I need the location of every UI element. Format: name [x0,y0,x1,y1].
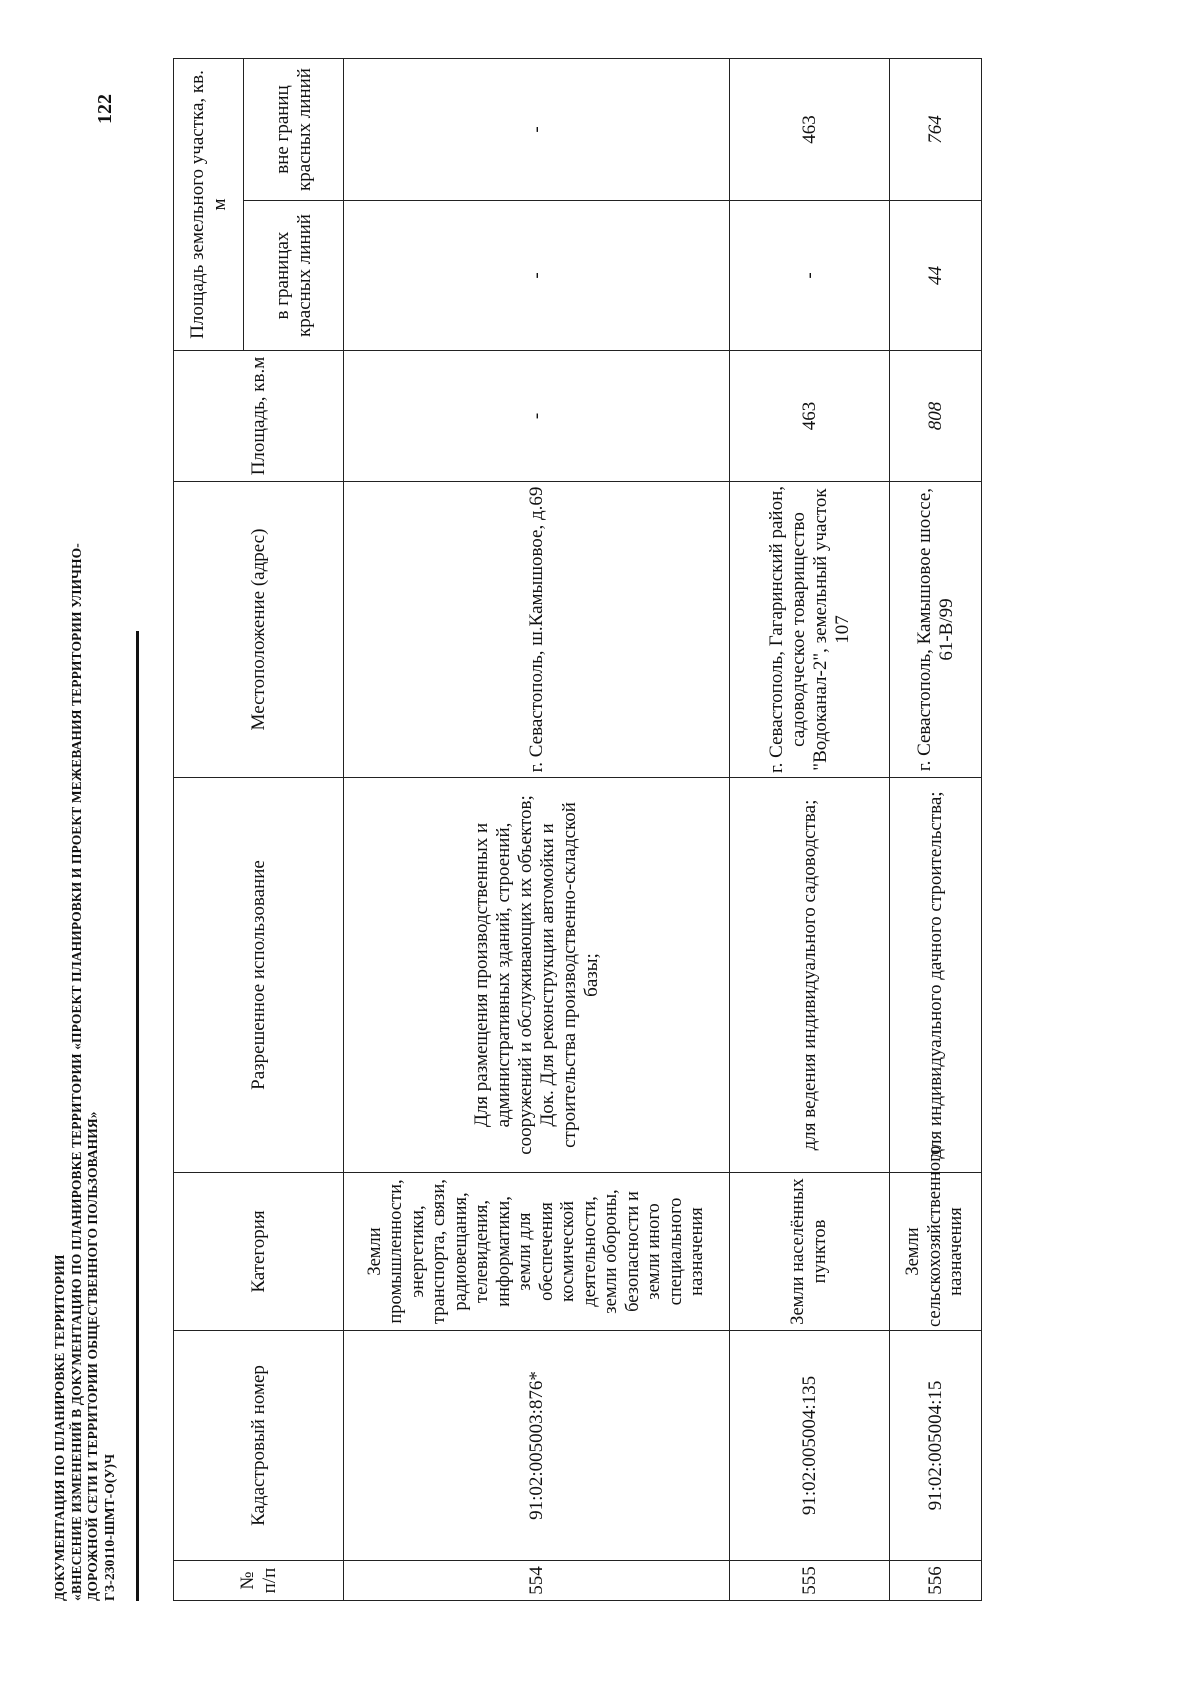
cell-num: 555 [730,1561,890,1601]
table-row [730,59,890,1601]
header-inside-red-lines: в границах красных линий [244,201,344,351]
page-number: 122 [94,94,116,124]
header-area: Площадь, кв.м [174,351,344,482]
header-category: Категория [174,1173,344,1331]
header-location: Местоположение (адрес) [174,482,344,778]
cell-cadastral: 91:02:005003:876* [344,1331,730,1561]
cell-location: г. Севастополь, ш.Камышовое, д.69 [344,482,730,778]
cell-area: 808 [890,351,982,482]
table-row [344,59,730,1601]
header-underline [136,631,139,1601]
cell-category: Земли сельскохозяйственного назначения [890,1173,982,1331]
cell-cadastral: 91:02:005004:135 [730,1331,890,1561]
header-line-1: ДОКУМЕНТАЦИЯ ПО ПЛАНИРОВКЕ ТЕРРИТОРИИ [52,1254,67,1601]
cell-inside: - [730,201,890,351]
table-header-row [174,59,244,1601]
cell-area: 463 [730,351,890,482]
cell-location: г. Севастополь, Гагаринский район, садоводческое товарищество "Водоканал-2", земельный участок 107 [730,482,890,778]
header-plot-area-group: Площадь земельного участка, кв. м [174,59,244,351]
cell-category: Земли промышленности, энергетики, транспорта, связи, радиовещания, телевидения, информатики, земли для обеспечения космической деятельности, земли обороны, безопасности и земли иного специального назначения [344,1173,730,1331]
cell-outside: 764 [890,59,982,201]
cell-category: Земли населённых пунктов [730,1173,890,1331]
header-line-3: ДОРОЖНОЙ СЕТИ И ТЕРРИТОРИИ ОБЩЕСТВЕННОГО ПОЛЬЗОВАНИЯ» [85,1111,100,1601]
header-outside-red-lines: вне границ красных линий [244,59,344,201]
cell-permitted-use: для индивидуального дачного строительства; [890,778,982,1173]
header-line-2: «ВНЕСЕНИЕ ИЗМЕНЕНИЙ В ДОКУМЕНТАЦИЮ ПО ПЛАНИРОВКЕ ТЕРРИТОРИИ «ПРОЕКТ ПЛАНИРОВКИ И ПРОЕКТ МЕЖЕВАНИЯ ТЕРРИТОРИИ УЛИЧНО- [68,543,84,1601]
cell-num: 554 [344,1561,730,1601]
document-header [52,101,118,1601]
cell-area: - [344,351,730,482]
cell-cadastral: 91:02:005004:15 [890,1331,982,1561]
table-row [890,59,982,1601]
land-plots-table [173,58,982,1601]
header-num: № п/п [174,1561,344,1601]
cell-inside: 44 [890,201,982,351]
header-line-4: ГЗ-230110-ШМТ-О(У)Ч [101,1453,117,1601]
cell-inside: - [344,201,730,351]
header-permitted-use: Разрешенное использование [174,778,344,1173]
cell-outside: 463 [730,59,890,201]
header-cadastral: Кадастровый номер [174,1331,344,1561]
cell-permitted-use: для ведения индивидуального садоводства; [730,778,890,1173]
cell-outside: - [344,59,730,201]
cell-location: г. Севастополь, Камышовое шоссе, 61-В/99 [890,482,982,778]
cell-permitted-use: Для размещения производственных и административных зданий, строений, сооружений и обслуживающих их объектов; Док. Для реконструкции автомойки и строительства производственно-складской базы; [344,778,730,1173]
cell-num: 556 [890,1561,982,1601]
